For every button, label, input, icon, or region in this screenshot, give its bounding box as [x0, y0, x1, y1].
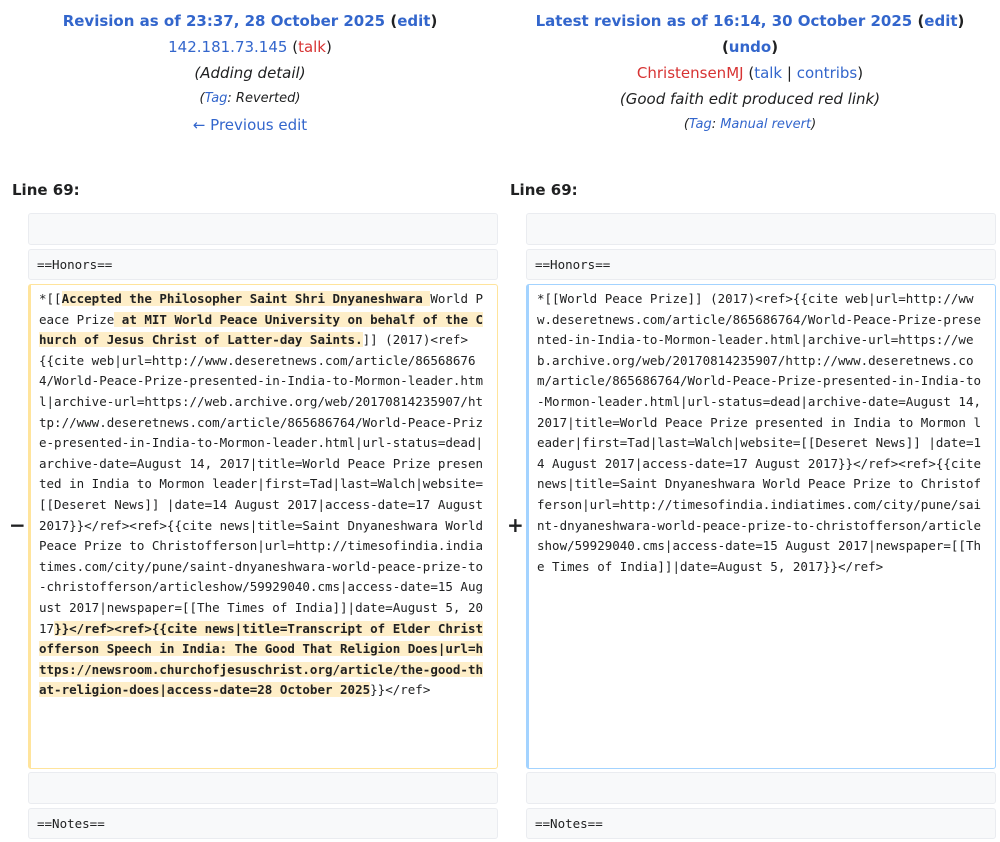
right-line-number: Line 69:: [510, 181, 578, 199]
new-revision-tag-value[interactable]: Manual revert: [720, 117, 812, 132]
context-notes-left: ==Notes==: [28, 808, 498, 839]
deleted-line-text: [31, 285, 497, 701]
deleted-segment: World Peace Prize: [39, 291, 484, 327]
deleted-segment: ]] (2017)<ref>{{cite web|url=http://www.deseretnews.com/article/865686764/World-Peace-Prize-presented-in-India-to-Mormon-leader.html|archive-url=https://web.archive.org/web/20170814235907/http://www.deseretnews.com/article/865686764/World-Peace-Prize-presented-in-India-to-Mormon-leader.html|url-status=dead|archive-date=August 14, 2017|title=World Peace Prize presented in India to Mormon leader|first=Tad|last=Walch|website=[[Deseret News]] |date=14 August 2017|access-date=17 August 2017}}</ref><ref>{{cite news|title=Saint Dnyaneshwara World Peace Prize to Christofferson|url=http://timesofindia.indiatimes.com/city/pune/saint-dnyaneshwara-world-peace-prize-to-christofferson/articleshow/59929040.cms|access-date=15 August 2017|newspaper=[[The Times of India]]|date=August 5, 2017: [39, 332, 491, 636]
context-empty-line-right-2: [526, 772, 996, 804]
new-revision-user-link[interactable]: ChristensenMJ: [636, 64, 744, 82]
old-revision-summary: (Adding detail): [194, 64, 306, 82]
old-revision-tags: (Tag: Reverted): [199, 91, 301, 106]
old-revision-title: Revision as of 23:37, 28 October 2025 (edit): [62, 12, 438, 30]
user-link-separator: |: [786, 64, 792, 82]
new-revision-edit-link[interactable]: edit: [924, 12, 958, 30]
deleted-segment: }}</ref>: [370, 682, 431, 698]
new-revision-tags: (Tag: Manual revert): [683, 117, 817, 132]
new-revision-undo-line: (undo): [721, 38, 779, 56]
deleted-segment: *[[: [39, 291, 62, 306]
new-revision-contribs-link[interactable]: contribs: [796, 64, 858, 82]
previous-edit-link[interactable]: ← Previous edit: [192, 116, 308, 134]
deleted-highlight: Accepted the Philosopher Saint Shri Dnyaneshwara: [61, 291, 431, 306]
context-empty-line-right: [526, 213, 996, 245]
old-revision-link[interactable]: Revision as of 23:37, 28 October 2025: [62, 12, 386, 30]
undo-link[interactable]: undo: [728, 38, 772, 56]
new-revision-summary: (Good faith edit produced red link): [619, 90, 881, 108]
new-revision-link[interactable]: Latest revision as of 16:14, 30 October 2025: [535, 12, 913, 30]
context-honors-left: ==Honors==: [28, 249, 498, 280]
deleted-line: [28, 284, 498, 769]
old-revision-user-line: 142.181.73.145 (talk): [168, 38, 332, 56]
old-revision-header: [0, 8, 500, 138]
context-notes-right: ==Notes==: [526, 808, 996, 839]
left-line-number: Line 69:: [12, 181, 80, 199]
old-revision-tag-value: : Reverted: [227, 91, 296, 106]
context-empty-line-left: [28, 213, 498, 245]
deleted-highlight: }}</ref><ref>{{cite news|title=Transcript of Elder Christofferson Speech in India: The Good That Religion Does|url=https://newsroom.churchofjesuschrist.org/article/the-good-that-religion-does|access-date=28 October 2025: [39, 620, 484, 698]
old-revision-tag-link[interactable]: Tag: [204, 91, 228, 106]
context-empty-line-left-2: [28, 772, 498, 804]
addition-marker: +: [507, 513, 524, 537]
old-revision-edit-link[interactable]: edit: [397, 12, 431, 30]
new-revision-tag-link[interactable]: Tag: [688, 117, 712, 132]
added-line: [526, 284, 996, 769]
new-revision-title: Latest revision as of 16:14, 30 October 2025 (edit): [535, 12, 965, 30]
old-revision-user-link[interactable]: 142.181.73.145: [168, 38, 288, 56]
old-revision-talk-link[interactable]: talk: [298, 38, 326, 56]
added-line-text: *[[World Peace Prize]] (2017)<ref>{{cite web|url=http://www.deseretnews.com/article/865686764/World-Peace-Prize-presented-in-India-to-Mormon-leader.html|archive-url=https://web.archive.org/web/20170814235907/http://www.deseretnews.com/article/865686764/World-Peace-Prize-presented-in-India-to-Mormon-leader.html|url-status=dead|archive-date=August 14, 2017|title=World Peace Prize presented in India to Mormon leader|first=Tad|last=Walch|website=[[Deseret News]] |date=14 August 2017|access-date=17 August 2017}}</ref><ref>{{cite news|title=Saint Dnyaneshwara World Peace Prize to Christofferson|url=http://timesofindia.indiatimes.com/city/pune/saint-dnyaneshwara-world-peace-prize-to-christofferson/articleshow/59929040.cms|access-date=15 August 2017|newspaper=[[The Times of India]]|date=August 5, 2017}}</ref>: [537, 291, 989, 574]
context-honors-right: ==Honors==: [526, 249, 996, 280]
new-revision-header: [500, 8, 1000, 138]
deletion-marker: −: [9, 513, 26, 537]
new-revision-talk-link[interactable]: talk: [754, 64, 783, 82]
new-revision-user-line: ChristensenMJ (talk | contribs): [636, 64, 864, 82]
deleted-highlight: at MIT World Peace University on behalf of the Church of Jesus Christ of Latter-day Saints.: [39, 311, 484, 348]
